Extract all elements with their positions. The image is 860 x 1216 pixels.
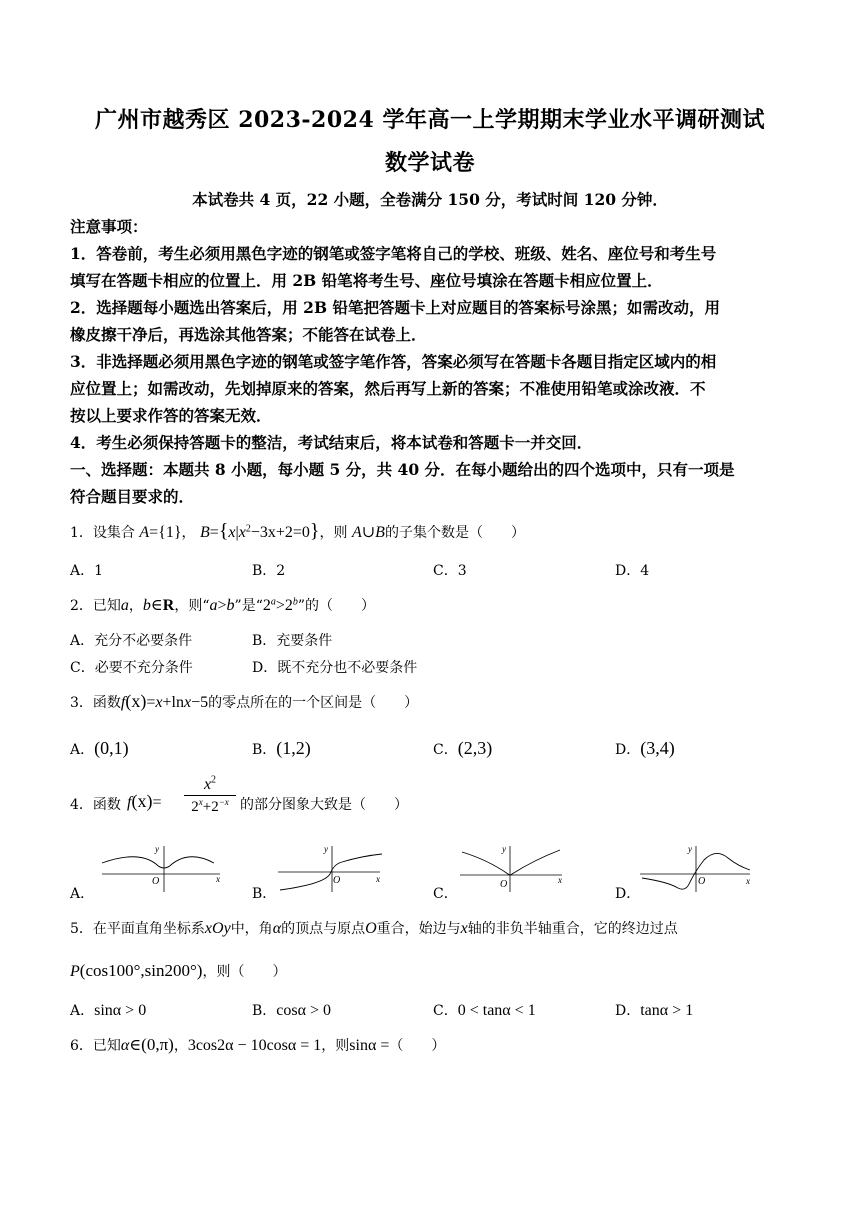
q5-option-a: A．sinα > 0 — [70, 1002, 147, 1019]
q5-option-b: B．cosα > 0 — [252, 1002, 332, 1019]
q4-option-d: D． — [615, 886, 641, 902]
question-5-stem-cont: P(cos100°,sin200°)，则（ ） — [70, 961, 287, 980]
fraction-bar — [184, 795, 236, 796]
y-axis-label: y — [502, 844, 506, 854]
q2-option-c: C．必要不充分条件 — [70, 660, 193, 676]
x-axis-label: x — [216, 874, 220, 884]
q1-option-d: D．4 — [615, 563, 650, 579]
exam-info: 本试卷共 4 页，22 小题，全卷满分 150 分，考试时间 120 分钟． — [192, 190, 668, 209]
question-5-stem: 5．在平面直角坐标系xOy中，角α的顶点与原点O重合，始边与x轴的非负半轴重合，它的终边过点 — [70, 920, 678, 937]
exam-subtitle: 数学试卷 — [384, 150, 475, 176]
x-axis-label: x — [558, 875, 562, 885]
q3-option-c: C．(2,3) — [433, 738, 493, 758]
question-1-stem: 1．设集合 A={1}， $B=\{x|x^2-3x+2=0\}$，则 A∪B的子集个数是（ ） — [70, 520, 525, 542]
notice-line: 填写在答题卡相应的位置上．用 2B 铅笔将考生号、座位号填涂在答题卡相应位置上． — [70, 271, 663, 290]
origin-label: O — [500, 879, 508, 890]
origin-label: O — [152, 876, 160, 887]
notice-line: 按以上要求作答的答案无效． — [70, 406, 272, 425]
q4-graph-d — [638, 842, 758, 894]
notice-line: 2．选择题每小题选出答案后，用 2B 铅笔把答题卡上对应题目的答案标号涂黑；如需改动，用 — [70, 298, 720, 317]
notice-line: 橡皮擦干净后，再选涂其他答案；不能答在试卷上． — [70, 325, 427, 344]
q4-fraction — [184, 774, 236, 816]
q4-graph-b — [276, 842, 388, 894]
q1-option-c: C．3 — [433, 563, 467, 579]
notice-heading: 注意事项： — [70, 217, 148, 236]
q4-denominator: $2^x+2^{-x}$ — [191, 797, 229, 815]
origin-label: O — [333, 875, 341, 886]
q4-function-name: f(x)= — [127, 791, 162, 811]
q5-option-c: C．0 < tanα < 1 — [433, 1002, 536, 1019]
q4-graph-a — [98, 842, 228, 894]
notice-line: 1．答卷前，考生必须用黑色字迹的钢笔或签字笔将自己的学校、班级、姓名、座位号和考生号 — [70, 244, 717, 263]
x-axis-label: x — [746, 876, 750, 886]
q4-option-a: A． — [70, 886, 95, 902]
q4-numerator: $x^2$ — [203, 774, 217, 793]
q1-option-a: A．1 — [70, 563, 104, 579]
q4-option-c: C． — [433, 886, 458, 902]
q1-option-b: B．2 — [252, 563, 286, 579]
q3-option-a: A．(0,1) — [70, 738, 129, 758]
q4-stem-suffix: 的部分图象大致是（ ） — [240, 797, 408, 813]
x-axis-label: x — [376, 874, 380, 884]
question-6-stem: 6．已知α∈(0,π)，3cos2α − 10cosα = 1，则sinα =（ ） — [70, 1035, 446, 1054]
notice-line: 应位置上；如需改动，先划掉原来的答案，然后再写上新的答案；不准使用铅笔或涂改液．不 — [70, 379, 706, 398]
y-axis-label: y — [324, 844, 328, 854]
q2-option-a: A．充分不必要条件 — [70, 633, 193, 649]
y-axis-label: y — [155, 844, 159, 854]
origin-label: O — [698, 876, 706, 887]
y-axis-label: y — [688, 844, 692, 854]
section-heading: 一、选择题：本题共 8 小题，每小题 5 分，共 40 分．在每小题给出的四个选项中，只有一项是 — [70, 460, 735, 479]
section-heading-cont: 符合题目要求的． — [70, 487, 195, 506]
q2-option-d: D．既不充分也不必要条件 — [252, 660, 418, 676]
exam-title: 广州市越秀区 2023-2024 学年高一上学期期末学业水平调研测试 — [95, 107, 765, 133]
question-2-stem: 2．已知a，b∈R，则“a>b”是“$2^a>2^b$”的（ ） — [70, 596, 376, 614]
notice-line: 4．考生必须保持答题卡的整洁，考试结束后，将本试卷和答题卡一并交回． — [70, 433, 593, 452]
notice-line: 3．非选择题必须用黑色字迹的钢笔或签字笔作答，答案必须写在答题卡各题目指定区域内的相 — [70, 352, 717, 371]
q5-option-d: D．tanα > 1 — [615, 1002, 694, 1019]
q3-option-d: D．(3,4) — [615, 738, 675, 758]
q4-graph-c — [458, 842, 570, 894]
q4-option-b: B． — [252, 886, 277, 902]
question-4-stem: 4．函数 — [70, 797, 121, 813]
q3-option-b: B．(1,2) — [252, 738, 311, 758]
question-3-stem: 3．函数f(x)=x+lnx−5的零点所在的一个区间是（ ） — [70, 691, 419, 711]
q2-option-b: B．充要条件 — [252, 633, 333, 649]
